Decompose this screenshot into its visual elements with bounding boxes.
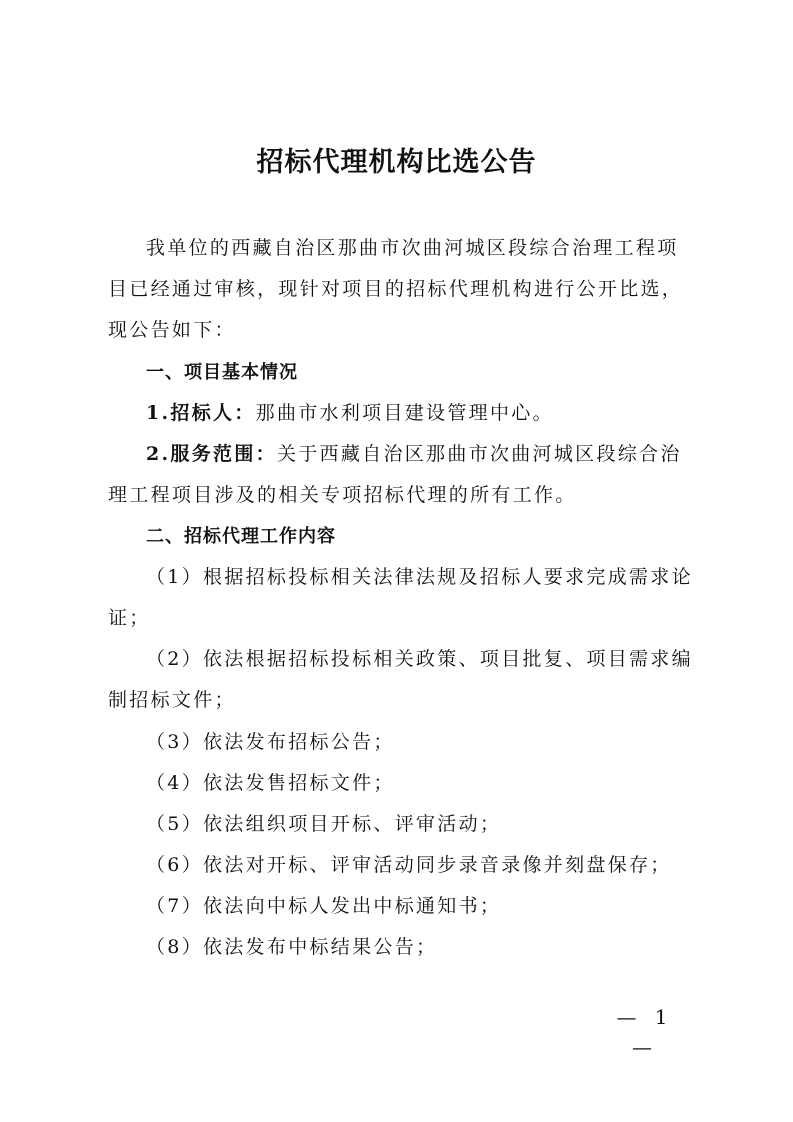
section-heading-work-content: 二、招标代理工作内容: [146, 526, 336, 547]
work-item-1-line-1: （1）根据招标投标相关法律法规及招标人要求完成需求论: [146, 566, 693, 588]
work-item-4: （4）依法发售招标文件；: [146, 772, 395, 794]
intro-line-3: 现公告如下：: [108, 319, 236, 341]
work-item-5: （5）依法组织项目开标、评审活动；: [146, 813, 502, 835]
service-scope-label: 2.服务范围：: [146, 443, 277, 465]
intro-line-2: 目已经通过审核，现针对项目的招标代理机构进行公开比选，: [108, 278, 684, 300]
service-scope-text-line-2: 理工程项目涉及的相关专项招标代理的所有工作。: [108, 484, 577, 506]
tenderer-value: 那曲市水利项目建设管理中心。: [255, 402, 554, 424]
section-heading-basic-info: 一、项目基本情况: [146, 362, 298, 383]
work-item-6: （6）依法对开标、评审活动同步录音录像并刻盘保存；: [146, 854, 672, 876]
work-item-1-line-2: 证；: [108, 607, 151, 629]
page-number: — 1 —: [616, 1005, 674, 1059]
work-item-7: （7）依法向中标人发出中标通知书；: [146, 895, 502, 917]
work-item-2-line-1: （2）依法根据招标投标相关政策、项目批复、项目需求编: [146, 648, 693, 670]
work-item-3: （3）依法发布招标公告；: [146, 731, 395, 753]
work-item-2-line-2: 制招标文件；: [108, 689, 236, 711]
service-scope-paragraph: [146, 434, 736, 475]
tenderer-paragraph: [146, 393, 736, 434]
work-item-8: （8）依法发布中标结果公告；: [146, 936, 438, 958]
intro-line-1: 我单位的西藏自治区那曲市次曲河城区段综合治理工程项: [146, 237, 679, 259]
service-scope-text-line-1: 关于西藏自治区那曲市次曲河城区段综合治: [276, 443, 682, 465]
tenderer-label: 1.招标人：: [146, 402, 256, 424]
page-title: 招标代理机构比选公告: [256, 147, 537, 178]
